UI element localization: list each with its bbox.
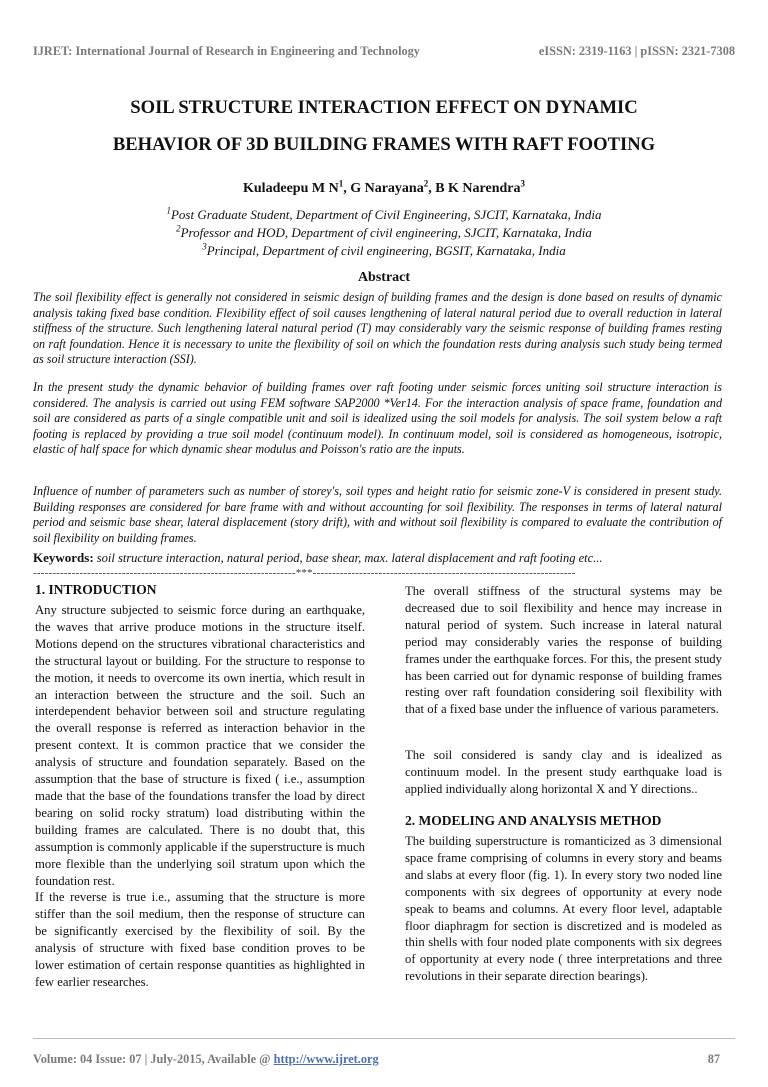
abstract-paragraph: The soil flexibility effect is generally not considered in seismic design of building frames and the design is done based on results of dynamic analysis taking fixed base condition. Flexibility effect of soil causes lengthening of lateral natural period due to overall reduction in lateral stiffness of the structure. Such lengthening lateral natural period (T) may considerably vary the seismic response of building frames resting on raft foundation. Hence it is necessary to unite the flexibility of soil on which the foundation rests during analysis such study being termed as soil structure interaction (SSI). [33, 290, 722, 367]
section-heading-modeling: 2. MODELING AND ANALYSIS METHOD [405, 813, 662, 828]
footer-volume-text: Volume: 04 Issue: 07 | July-2015, Available @ [33, 1052, 274, 1066]
keywords [33, 550, 733, 566]
author-sup: 3 [520, 178, 525, 189]
abstract-heading: Abstract [357, 270, 411, 285]
affiliation-sup: 2 [176, 223, 181, 234]
footer-volume [33, 1052, 379, 1067]
body-paragraph: The soil considered is sandy clay and is idealized as continuum model. In the present study earthquake load is applied individually along horizontal X and Y directions.. [405, 748, 722, 796]
body-paragraph: The building superstructure is romanticized as 3 dimensional space frame comprising of columns in every story and beams and slabs at every floor (fig. 1). In every story two noded line components with six degrees of opportunity at every node speak to beams and columns. At every floor level, adaptable floor diaphragm for section is discretized and is modeled as thin shells with four noded plate components with six degrees of opportunity at every node ( three interpretations and three revolutions in their separate direction bearings). [405, 834, 722, 984]
affiliation-sup: 3 [202, 241, 207, 252]
affiliation-sup: 1 [166, 205, 171, 216]
author-name: Kuladeepu M N [243, 181, 339, 196]
author-sup: 1 [338, 178, 344, 189]
page-number: 87 [707, 1052, 720, 1066]
affiliation-text: Professor and HOD, Department of civil engineering, SJCIT, Karnataka, India [180, 225, 592, 240]
affiliation [0, 242, 768, 260]
body-paragraph: Any structure subjected to seismic force during an earthquake, the waves that arrive produce motions in the structure itself. Motions depend on the structures vibrational characteristics and the structural layout or building. For the structure to response to the motion, it needs to overcome its own inertia, which result in an interaction between the structure and the soil. Such an interdependent behavior between soil and structure regulating the overall response is referred as interaction behavior in the present context. It is common practice that we consider the analysis of structure and foundation separately. Based on the assumption that the base of structure is fixed ( i.e., assumption made that the base of the foundations transfer the load by direct bearing on solid rocky stratum) load distributing within the building frames are calculated. There is no doubt that, this assumption is commonly applicable if the superstructure is much more flexible than the underlying soil stratum upon which the foundation rest. [35, 603, 365, 888]
section-heading-introduction: 1. INTRODUCTION [35, 582, 157, 597]
abstract-paragraph: In the present study the dynamic behavior of building frames over raft footing under seismic forces uniting soil structure interaction is considered. The analysis is carried out using FEM software SAP2000 *Ver14. For the interaction analysis of space frame, foundation and soil are considered as parts of a single compatible unit and soil is idealized using the soil models for analysis. The soil system below a raft footing is replaced by providing a true soil model (continuum model). In continuum model, soil is considered as homogeneous, isotropic, elastic of half space for which dynamic shear modulus and Poisson's ratio are the inputs. [33, 380, 722, 457]
journal-link[interactable]: http://www.ijret.org [273, 1052, 379, 1066]
abstract-paragraph: Influence of number of parameters such as number of storey's, soil types and height ratio for seismic zone-V is considered in present study. Building responses are considered for bare frame with and without accounting for soil flexibility. The responses in terms of lateral natural period and seismic base shear, lateral displacement (story drift), with and without soil flexibility is compared to evaluate the contribution of soil flexibility on building frames. [33, 484, 722, 545]
author-sup: 2 [423, 178, 429, 189]
affiliation-text: Post Graduate Student, Department of Civil Engineering, SJCIT, Karnataka, India [170, 207, 602, 222]
affiliation [0, 224, 768, 242]
footer-divider [33, 1038, 735, 1039]
paper-title-line2: BEHAVIOR OF 3D BUILDING FRAMES WITH RAFT FOOTING [112, 134, 656, 155]
journal-header: IJRET: International Journal of Research in Engineering and Technology [33, 44, 420, 58]
affiliation [0, 206, 768, 224]
body-paragraph: If the reverse is true i.e., assuming that the structure is more stiffer than the soil medium, then the response of structure can be significantly exercised by the flexibility of soil. By the analysis of structure with fixed base condition proves to be lower estimation of certain response quantities as highlighted in few earlier researches. [35, 890, 365, 989]
author-name: G Narayana [350, 181, 424, 196]
author-name: B K Narendra [435, 181, 521, 196]
keywords-text: soil structure interaction, natural period, base shear, max. lateral displacement and raft footing etc... [96, 551, 603, 565]
author-list: Kuladeepu M $N^1$, G Narayana$^2$, B K Narendra$^3$ [243, 178, 525, 196]
paper-title-line1: SOIL STRUCTURE INTERACTION EFFECT ON DYNAMIC [130, 97, 638, 118]
section-separator: --------------------------------------------------------------------***-------------------------------------------------------------------- [33, 567, 576, 579]
body-paragraph: The overall stiffness of the structural systems may be decreased due to soil flexibility and hence may increase in natural period of system. Such increase in lateral natural period may considerably varies the response of building frames under the earthquake forces. For this, the present study has been carried out for dynamic response of building frames resting over raft foundation considering soil flexibility with that of a fixed base under the influence of various parameters. [405, 584, 722, 717]
affiliation-text: Principal, Department of civil engineering, BGSIT, Karnataka, India [206, 243, 566, 258]
issn-header: eISSN: 2319-1163 | pISSN: 2321-7308 [538, 44, 735, 58]
keywords-label: Keywords: [33, 550, 94, 565]
